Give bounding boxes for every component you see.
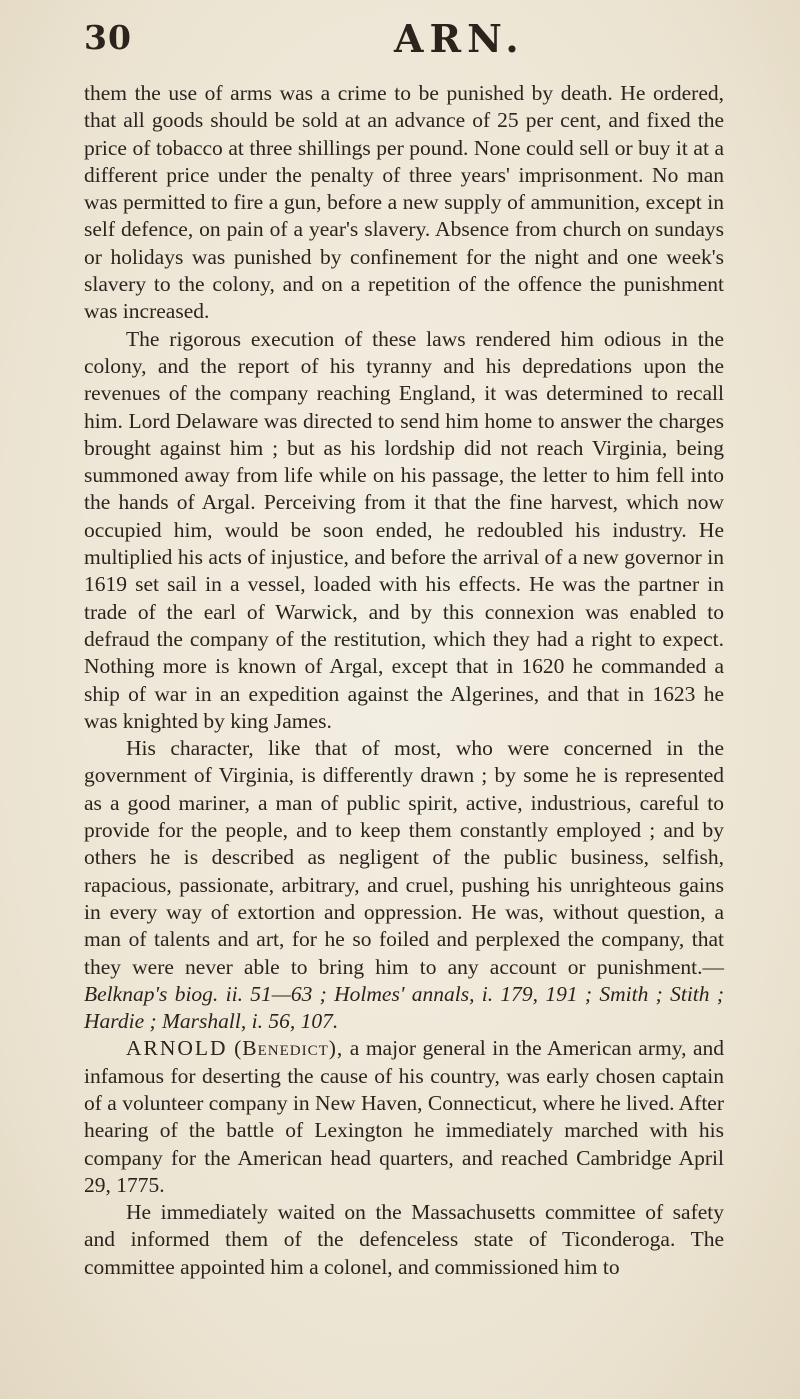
running-head: ARN. xyxy=(394,16,525,61)
paragraph-3 xyxy=(84,735,724,1035)
paragraph-4-arnold-entry xyxy=(84,1035,724,1199)
paragraph-2: The rigorous execution of these laws rendered him odious in the colony, and the report of his tyranny and his depredations upon the revenues of the company reaching England, it was determined to recall him. Lord Delaware was directed to send him home to answer the charges brought against him ; but as his lordship did not reach Virginia, being summoned away from life while on his passage, the letter to him fell into the hands of Argal. Perceiving from it that the fine harvest, which now occupied him, would be soon ended, he redoubled his industry. He multiplied his acts of injustice, and before the arrival of a new governor in 1619 set sail in a vessel, loaded with his effects. He was the partner in trade of the earl of Warwick, and by this connexion was enabled to defraud the company of the restitution, which they had a right to expect. Nothing more is known of Argal, except that in 1620 he commanded a ship of war in an expedition against the Algerines, and that in 1623 he was knighted by king James. xyxy=(84,326,724,733)
entry-heading-given-name: (Benedict), xyxy=(234,1036,344,1061)
paragraph-3-text: His character, like that of most, who were concerned in the government of Virginia, is differently drawn ; by some he is represented as a good mariner, a man of public spirit, active, industrious, careful to provide for the people, and to keep them constantly employed ; and by others he is described as negligent of the public business, selfish, rapacious, passionate, arbitrary, and cruel, pushing his unrighteous gains in every way of extortion and oppression. He was, without question, a man of talents and art, for he so foiled and perplexed the company, that they were never able to bring him to any account or punishment.— xyxy=(84,736,724,979)
body-text xyxy=(84,80,724,1281)
page-header xyxy=(84,10,730,60)
paragraph-5: He immediately waited on the Massachusetts committee of safety and informed them of the defenceless state of Ticonderoga. The committee appointed him a colonel, and commissioned him to xyxy=(84,1200,724,1279)
source-references: Belknap's biog. ii. 51—63 ; Holmes' annals, i. 179, 191 ; Smith ; Stith ; Hardie ; Marshall, i. 56, 107. xyxy=(84,981,724,1034)
paragraph-1: them the use of arms was a crime to be punished by death. He ordered, that all goods should be sold at an advance of 25 per cent, and fixed the price of tobacco at three shillings per pound. None could sell or buy it at a different price under the penalty of three years' imprisonment. No man was permitted to fire a gun, before a new supply of ammunition, except in self defence, on pain of a year's slavery. Absence from church on sundays or holidays was punished by confinement for the night and one week's slavery to the colony, and on a repetition of the offence the punishment was increased. xyxy=(84,81,724,324)
page-number: 30 xyxy=(84,18,132,57)
entry-heading-name: ARNOLD xyxy=(126,1036,228,1061)
paragraph-4-text: a major general in the American army, and infamous for deserting the cause of his country, was early chosen captain of a volunteer company in New Haven, Connecticut, where he lived. After hearing of the battle of Lexington he immediately marched with his company for the American head quarters, and reached Cambridge April 29, 1775. xyxy=(84,1036,725,1197)
